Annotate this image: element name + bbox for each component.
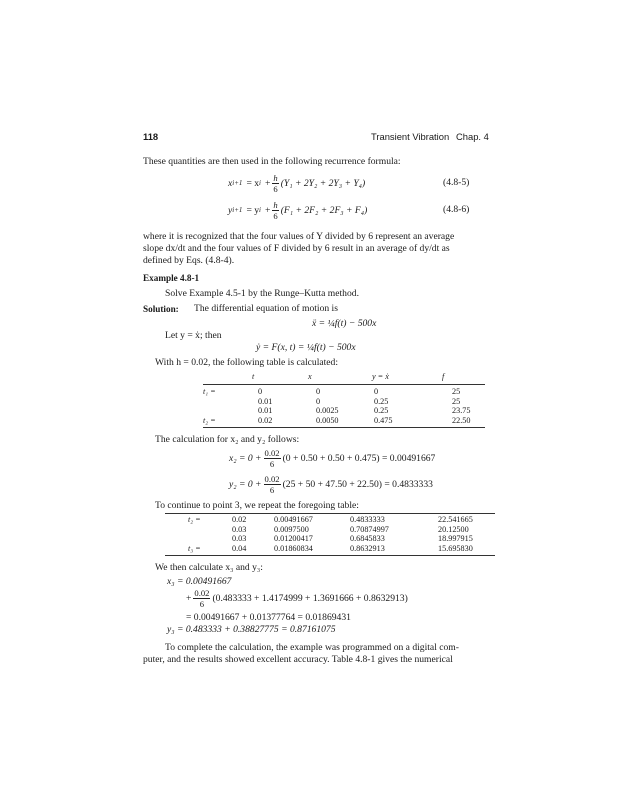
cell-x: 0.0050	[316, 415, 339, 425]
eq-y-fraction	[272, 200, 278, 221]
x3-line-3: = 0.00491667 + 0.01377764 = 0.01869431	[186, 612, 351, 623]
table-1-col-t: t	[252, 372, 255, 381]
cell-f: 23.75	[452, 406, 471, 416]
y2-fraction	[264, 474, 281, 495]
x3-frac-den: 6	[199, 598, 205, 609]
cell-t: 0	[258, 387, 263, 396]
example-statement: Solve Example 4.5-1 by the Runge–Kutta method.	[165, 288, 359, 299]
cell-y: 0.25	[374, 406, 389, 416]
row-label: t₂ =	[188, 515, 201, 524]
cell-f: 22.541665	[438, 515, 473, 524]
first-order-equation: ẏ = F(x, t) = ¼f(t) − 500x	[256, 342, 356, 353]
eq-x-lhs: x	[228, 177, 233, 189]
eq-x-fraction	[272, 173, 278, 194]
cell-f: 18.997915	[438, 534, 473, 544]
cell-t: 0.04	[232, 543, 247, 553]
table-row	[203, 406, 470, 416]
table-row	[188, 534, 473, 544]
y3-line: y₃ = 0.483333 + 0.38827775 = 0.87161075	[167, 624, 336, 635]
eq-y-frac-num: h	[273, 199, 278, 210]
eq-x-rhs: (Y₁ + 2Y₂ + 2Y₃ + Y₄)	[280, 177, 366, 189]
cell-x: 0.0097500	[274, 524, 309, 534]
table-row	[203, 387, 470, 397]
cell-y: 0.8632913	[350, 543, 385, 553]
then-text: We then calculate x₃ and y₃:	[155, 562, 263, 573]
closing-line-2: puter, and the results showed excellent accuracy. Table 4.8-1 gives the numerical	[143, 654, 453, 665]
equation-of-motion: ẍ = ¼f(t) − 500x	[312, 318, 377, 329]
table-row	[203, 416, 470, 426]
cell-f: 25	[452, 396, 461, 406]
eq-x-mid-sub: i	[259, 179, 261, 187]
y2-frac-num: 0.02	[264, 473, 280, 484]
explanation-line-2: slope dx/dt and the four values of F divided by 6 result in an average of dy/dt as	[143, 243, 450, 254]
solution-label: Solution:	[143, 304, 179, 314]
cell-f: 25	[452, 387, 461, 396]
row-label	[203, 406, 258, 416]
let-text: Let y = ẋ; then	[165, 330, 222, 341]
cell-f: 15.695830	[438, 543, 473, 553]
table-1-body	[203, 387, 470, 425]
x3-line-1: x₃ = 0.00491667	[167, 576, 232, 587]
x3-plus: +	[186, 592, 192, 604]
x2-frac-num: 0.02	[264, 447, 280, 458]
closing-line-1: To complete the calculation, the example was programmed on a digital com-	[165, 642, 459, 653]
example-heading: Example 4.8-1	[143, 273, 200, 283]
eq-y-plus: +	[265, 204, 271, 216]
eq-y-rhs: (F₁ + 2F₂ + 2F₃ + F₄)	[280, 204, 368, 216]
cell-y: 0.6845833	[350, 534, 385, 544]
cell-x: 0	[316, 387, 321, 396]
table-1-col-x: x	[308, 372, 312, 381]
eq-x-plus: +	[265, 177, 271, 189]
eq-y-lhs-sub: i+1	[232, 206, 243, 214]
table-1-col-f: f	[442, 372, 445, 381]
cell-t: 0.02	[232, 515, 247, 524]
explanation-line-3: defined by Eqs. (4.8-4).	[143, 255, 235, 266]
row-label	[188, 525, 232, 535]
x2-rhs: (0 + 0.50 + 0.50 + 0.475) = 0.00491667	[282, 452, 436, 464]
row-label: t₂ =	[203, 415, 216, 425]
cell-t: 0.01	[258, 396, 273, 406]
x3-frac-num: 0.02	[194, 587, 210, 598]
table-row	[188, 515, 473, 525]
explanation-line-1: where it is recognized that the four values of Y divided by 6 represent an average	[143, 231, 455, 242]
cell-y: 0.475	[374, 415, 393, 425]
y2-rhs: (25 + 50 + 47.50 + 22.50) = 0.4833333	[282, 478, 433, 490]
row-label: t₁ =	[203, 387, 216, 396]
table-1-bottom-rule	[203, 427, 485, 428]
cell-y: 0.70874997	[350, 524, 389, 534]
table-row	[203, 397, 470, 407]
table-2-bottom-rule	[165, 555, 495, 556]
eq-number-4-8-5: (4.8-5)	[443, 177, 470, 188]
cell-t: 0.02	[258, 415, 273, 425]
x2-lhs: x₂ = 0 +	[229, 452, 262, 464]
eq-y-frac-den: 6	[273, 210, 278, 221]
x2-frac-den: 6	[269, 458, 275, 469]
cell-y: 0.4833333	[350, 515, 385, 524]
row-label	[188, 534, 232, 544]
eq-y-mid-sub: i	[259, 206, 261, 214]
row-label	[203, 397, 258, 407]
cell-t: 0.03	[232, 524, 247, 534]
x3-rhs: (0.483333 + 1.4174999 + 1.3691666 + 0.8632913)	[212, 592, 408, 604]
cell-y: 0.25	[374, 396, 389, 406]
cell-t: 0.01	[258, 406, 273, 416]
table-1-col-y: y = ẋ	[372, 372, 389, 381]
calc-intro: The calculation for x₂ and y₂ follows:	[155, 434, 300, 445]
y2-calculation	[229, 473, 433, 495]
intro-text: These quantities are then used in the following recurrence formula:	[143, 156, 401, 167]
table-2-body	[188, 515, 473, 553]
table-2-top-rule	[165, 513, 495, 514]
equation-x-recurrence	[228, 172, 365, 194]
eq-y-mid: = y	[246, 204, 260, 216]
running-title: Transient Vibration	[371, 131, 450, 142]
table-row	[188, 544, 473, 554]
cell-x: 0.01860834	[274, 543, 313, 553]
table-1-top-rule	[203, 384, 485, 385]
cell-f: 20.12500	[438, 524, 469, 534]
y2-lhs: y₂ = 0 +	[229, 478, 262, 490]
eq-x-lhs-sub: i+1	[232, 179, 243, 187]
cell-x: 0	[316, 396, 321, 406]
cell-y: 0	[374, 387, 379, 396]
continue-text: To continue to point 3, we repeat the foregoing table:	[155, 500, 359, 511]
y2-frac-den: 6	[269, 484, 275, 495]
eq-y-lhs: y	[228, 204, 233, 216]
cell-x: 0.01200417	[274, 534, 313, 544]
cell-t: 0.03	[232, 534, 247, 544]
eq-x-frac-num: h	[273, 172, 278, 183]
page-number: 118	[143, 131, 159, 142]
chapter-label: Chap. 4	[456, 131, 489, 142]
table-row	[188, 525, 473, 535]
eq-x-frac-den: 6	[273, 183, 278, 194]
cell-x: 0.00491667	[274, 515, 313, 524]
x3-fraction	[193, 588, 210, 609]
solution-text: The differential equation of motion is	[194, 303, 338, 314]
row-label: t₃ =	[188, 543, 201, 553]
x2-calculation	[229, 447, 435, 469]
table-1-header	[194, 372, 564, 382]
cell-x: 0.0025	[316, 406, 339, 416]
table-intro: With h = 0.02, the following table is calculated:	[155, 357, 338, 368]
eq-number-4-8-6: (4.8-6)	[443, 204, 470, 215]
equation-y-recurrence	[228, 199, 367, 221]
x3-line-2	[186, 587, 408, 609]
eq-x-mid: = x	[246, 177, 260, 189]
x2-fraction	[264, 448, 281, 469]
cell-f: 22.50	[452, 415, 471, 425]
